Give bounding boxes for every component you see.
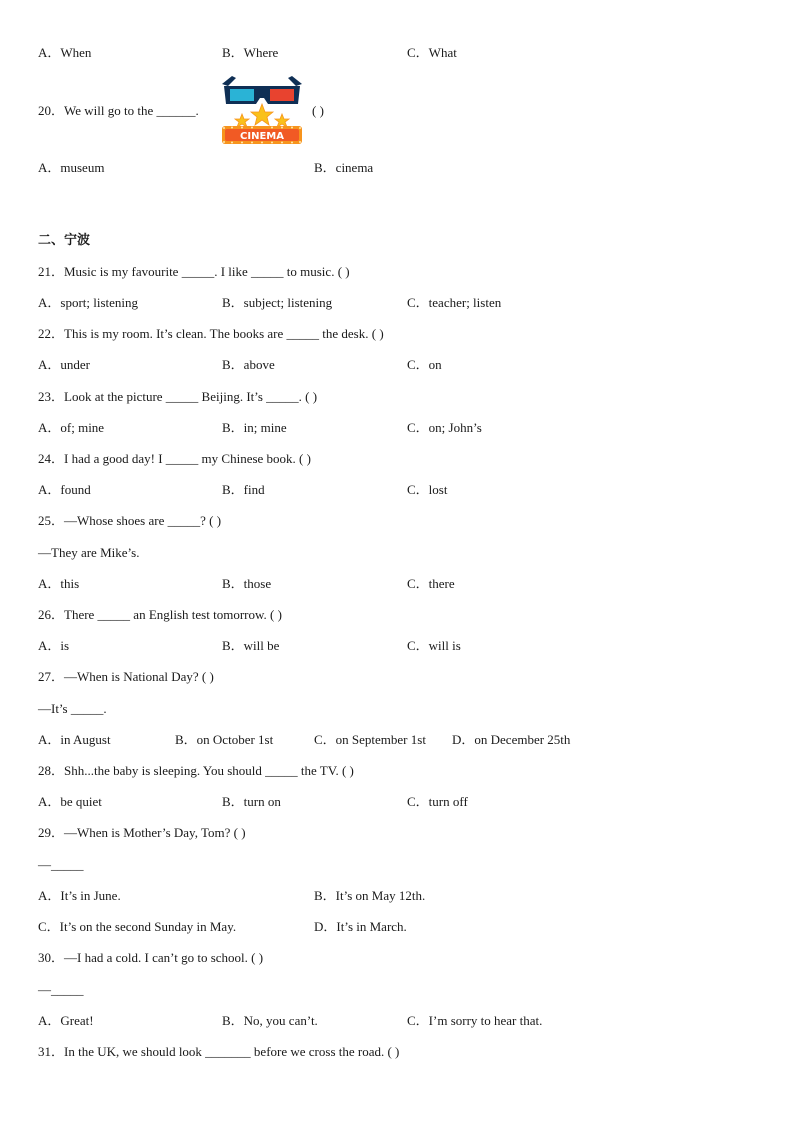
q29-stem: 29．—When is Mother’s Day, Tom? ( ) [38, 825, 246, 840]
q26-option-b[interactable]: B．will be [222, 638, 280, 653]
q30-stem: 30．—I had a cold. I can’t go to school. ( ) [38, 950, 264, 965]
section-title: 二、宁波 [38, 233, 91, 248]
q28-option-b[interactable]: B．turn on [222, 794, 281, 809]
q23-option-c[interactable]: C．on; John’s [407, 420, 482, 435]
q29-option-c[interactable]: C．It’s on the second Sunday in May. [38, 919, 237, 934]
q30-option-a[interactable]: A．Great! [38, 1013, 94, 1028]
q29-option-b[interactable]: B．It’s on May 12th. [314, 888, 426, 903]
q29-answer-line: —_____ [38, 857, 84, 872]
q24-stem: 24．I had a good day! I _____ my Chinese book. ( ) [38, 451, 311, 466]
q30-option-b[interactable]: B．No, you can’t. [222, 1013, 318, 1028]
q22-option-b[interactable]: B．above [222, 357, 275, 372]
q25-option-a[interactable]: A．this [38, 576, 80, 591]
q25-option-b[interactable]: B．those [222, 576, 272, 591]
q30-answer-line: —_____ [38, 982, 84, 997]
q24-option-b[interactable]: B．find [222, 482, 265, 497]
q27-answer-line: —It’s _____. [38, 701, 107, 716]
q20-option-b[interactable]: B．cinema [314, 160, 374, 175]
q21-option-a[interactable]: A．sport; listening [38, 295, 139, 310]
cinema-3d-glasses-icon [218, 74, 306, 148]
q21-stem: 21．Music is my favourite _____. I like _____ to music. ( ) [38, 264, 350, 279]
q19-option-c[interactable]: C．What [407, 45, 457, 60]
q22-option-a[interactable]: A．under [38, 357, 90, 372]
q22-option-c[interactable]: C．on [407, 357, 442, 372]
q28-option-c[interactable]: C．turn off [407, 794, 468, 809]
q25-answer-line: —They are Mike’s. [38, 545, 140, 560]
q31-stem: 31．In the UK, we should look _______ before we cross the road. ( ) [38, 1044, 400, 1059]
q27-option-c[interactable]: C．on September 1st [314, 732, 426, 747]
q19-option-a[interactable]: A．When [38, 45, 92, 60]
q20-stem: 20．We will go to the ______. [38, 103, 199, 118]
q21-option-c[interactable]: C．teacher; listen [407, 295, 502, 310]
q26-option-c[interactable]: C．will is [407, 638, 461, 653]
q26-stem: 26．There _____ an English test tomorrow. ( ) [38, 607, 282, 622]
q27-stem: 27．—When is National Day? ( ) [38, 669, 214, 684]
q22-stem: 22．This is my room. It’s clean. The books are _____ the desk. ( ) [38, 326, 384, 341]
q21-option-b[interactable]: B．subject; listening [222, 295, 333, 310]
cinema-sign-text: CINEMA [240, 131, 284, 142]
q29-option-d[interactable]: D．It’s in March. [314, 919, 407, 934]
q20-option-a[interactable]: A．museum [38, 160, 105, 175]
q23-option-a[interactable]: A．of; mine [38, 420, 105, 435]
q23-stem: 23．Look at the picture _____ Beijing. It’s _____. ( ) [38, 389, 318, 404]
q24-option-c[interactable]: C．lost [407, 482, 448, 497]
q25-stem: 25．—Whose shoes are _____? ( ) [38, 513, 222, 528]
q26-option-a[interactable]: A．is [38, 638, 70, 653]
q27-option-a[interactable]: A．in August [38, 732, 111, 747]
q27-option-b[interactable]: B．on October 1st [175, 732, 274, 747]
q30-option-c[interactable]: C．I’m sorry to hear that. [407, 1013, 543, 1028]
q19-option-b[interactable]: B．Where [222, 45, 279, 60]
q23-option-b[interactable]: B．in; mine [222, 420, 287, 435]
q29-option-a[interactable]: A．It’s in June. [38, 888, 121, 903]
q28-option-a[interactable]: A．be quiet [38, 794, 102, 809]
q25-option-c[interactable]: C．there [407, 576, 455, 591]
q20-paren: ( ) [312, 103, 324, 118]
q28-stem: 28．Shh...the baby is sleeping. You should _____ the TV. ( ) [38, 763, 354, 778]
q27-option-d[interactable]: D．on December 25th [452, 732, 571, 747]
q24-option-a[interactable]: A．found [38, 482, 91, 497]
